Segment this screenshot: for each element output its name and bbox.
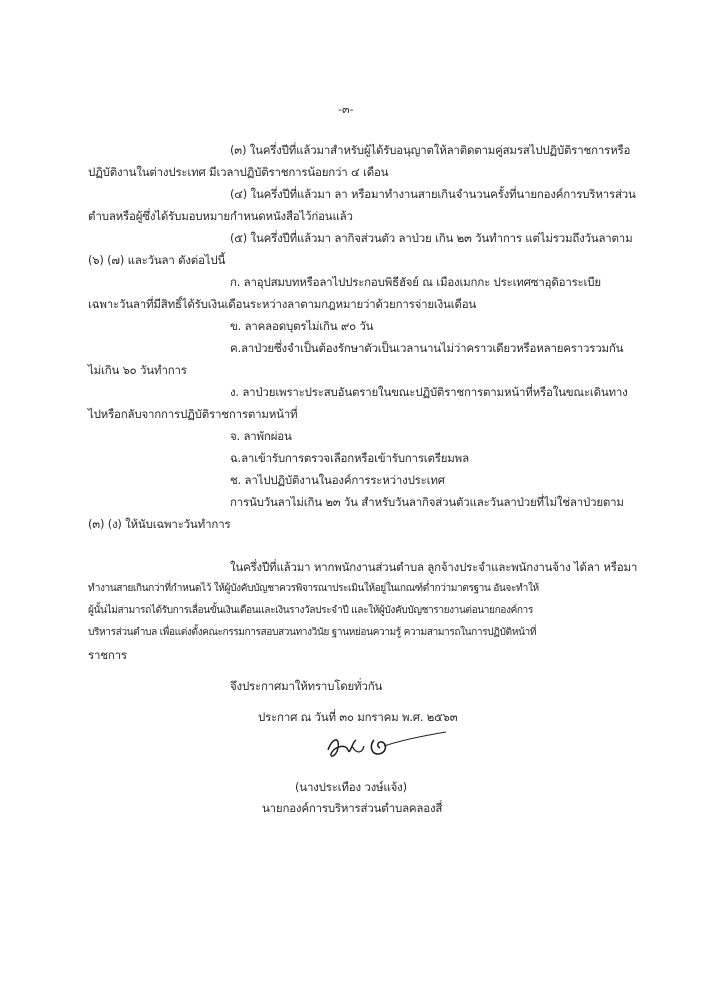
text-line: (๓) ในครึ่งปีที่แล้วมาสำหรับผู้ได้รับอนุญาตให้ลาติดตามคู่สมรสไปปฏิบัติราชการหรือ	[230, 143, 631, 157]
text-line: ค.ลาป่วยซึ่งจำเป็นต้องรักษาตัวเป็นเวลานานไม่ว่าคราวเดียวหรือหลายคราวรวมกัน	[230, 341, 624, 355]
text-line: (๓) (ง) ให้นับเฉพาะวันทำการ	[88, 517, 231, 531]
page-number: -๓-	[338, 103, 354, 116]
text-line: ฉ.ลาเข้ารับการตรวจเลือกหรือเข้ารับการเตรียมพล	[230, 451, 469, 465]
text-line: ไปหรือกลับจากการปฏิบัติราชการตามหน้าที่	[88, 407, 298, 421]
text-line: ช. ลาไปปฏิบัติงานในองค์การระหว่างประเทศ	[230, 473, 445, 487]
text-line: ข. ลาคลอดบุตรไม่เกิน ๙๐ วัน	[230, 319, 374, 333]
text-line: จึงประกาศมาให้ทราบโดยทั่วกัน	[230, 679, 383, 693]
signature	[322, 728, 452, 768]
text-line: (๔) ในครึ่งปีที่แล้วมา ลา หรือมาทำงานสายเกินจำนวนครั้งที่นายกองค์การบริหารส่วน	[230, 187, 636, 201]
text-line: ทำงานสายเกินกว่าที่กำหนดไว้ ให้ผู้บังคับบัญชาควรพิจารณาประเมินให้อยู่ในเกณฑ์ต่ำกว่ามาตรฐาน อันจะทำให้	[88, 583, 539, 594]
signer-position: นายกองค์การบริหารส่วนตำบลคลองสี่	[262, 801, 443, 815]
text-line: ไม่เกิน ๖๐ วันทำการ	[88, 363, 187, 377]
text-line: (๕) ในครึ่งปีที่แล้วมา ลากิจส่วนตัว ลาป่วย เกิน ๒๓ วันทำการ แต่ไม่รวมถึงวันลาตาม	[230, 231, 633, 245]
text-line: ตำบลหรือผู้ซึ่งได้รับมอบหมายกำหนดหนังสือไว้ก่อนแล้ว	[88, 209, 353, 223]
text-line: ก. ลาอุปสมบทหรือลาไปประกอบพิธีฮัจย์ ณ เมืองเมกกะ ประเทศซาอุดิอาระเบีย	[230, 275, 601, 289]
text-line: บริหารส่วนตำบล เพื่อแต่งตั้งคณะกรรมการสอบสวนทางวินัย ฐานหย่อนความรู้ ความสามารถในการปฏิบัติหน้าที่	[88, 627, 537, 638]
signer-name: (นางประเทือง วงษ์แจ้ง)	[295, 780, 407, 794]
text-line: (๖) (๗) และวันลา ดังต่อไปนี้	[88, 253, 226, 267]
text-line: ปฏิบัติงานในต่างประเทศ มีเวลาปฏิบัติราชการน้อยกว่า ๔ เดือน	[88, 165, 389, 179]
text-line: ราชการ	[88, 648, 127, 662]
text-line: ง. ลาป่วยเพราะประสบอันตรายในขณะปฏิบัติราชการตามหน้าที่หรือในขณะเดินทาง	[230, 385, 628, 399]
text-line: เฉพาะวันลาที่มีสิทธิ์ได้รับเงินเดือนระหว่างลาตามกฎหมายว่าด้วยการจ่ายเงินเดือน	[88, 297, 477, 311]
text-line: ในครึ่งปีที่แล้วมา หากพนักงานส่วนตำบล ลูกจ้างประจำและพนักงานจ้าง ได้ลา หรือมา	[230, 560, 638, 574]
text-line: การนับวันลาไม่เกิน ๒๓ วัน สำหรับวันลากิจส่วนตัวและวันลาป่วยที่ไม่ใช่ลาป่วยตาม	[230, 495, 624, 509]
date-line: ประกาศ ณ วันที่ ๓๐ มกราคม พ.ศ. ๒๕๖๓	[258, 710, 458, 724]
text-line: จ. ลาพักผ่อน	[230, 429, 292, 443]
text-line: ผู้นั้นไม่สามารถได้รับการเลื่อนขั้นเงินเดือนและเงินรางวัลประจำปี และให้ผู้บังคับบัญชารายงานต่อนายกองค์การ	[88, 605, 533, 616]
